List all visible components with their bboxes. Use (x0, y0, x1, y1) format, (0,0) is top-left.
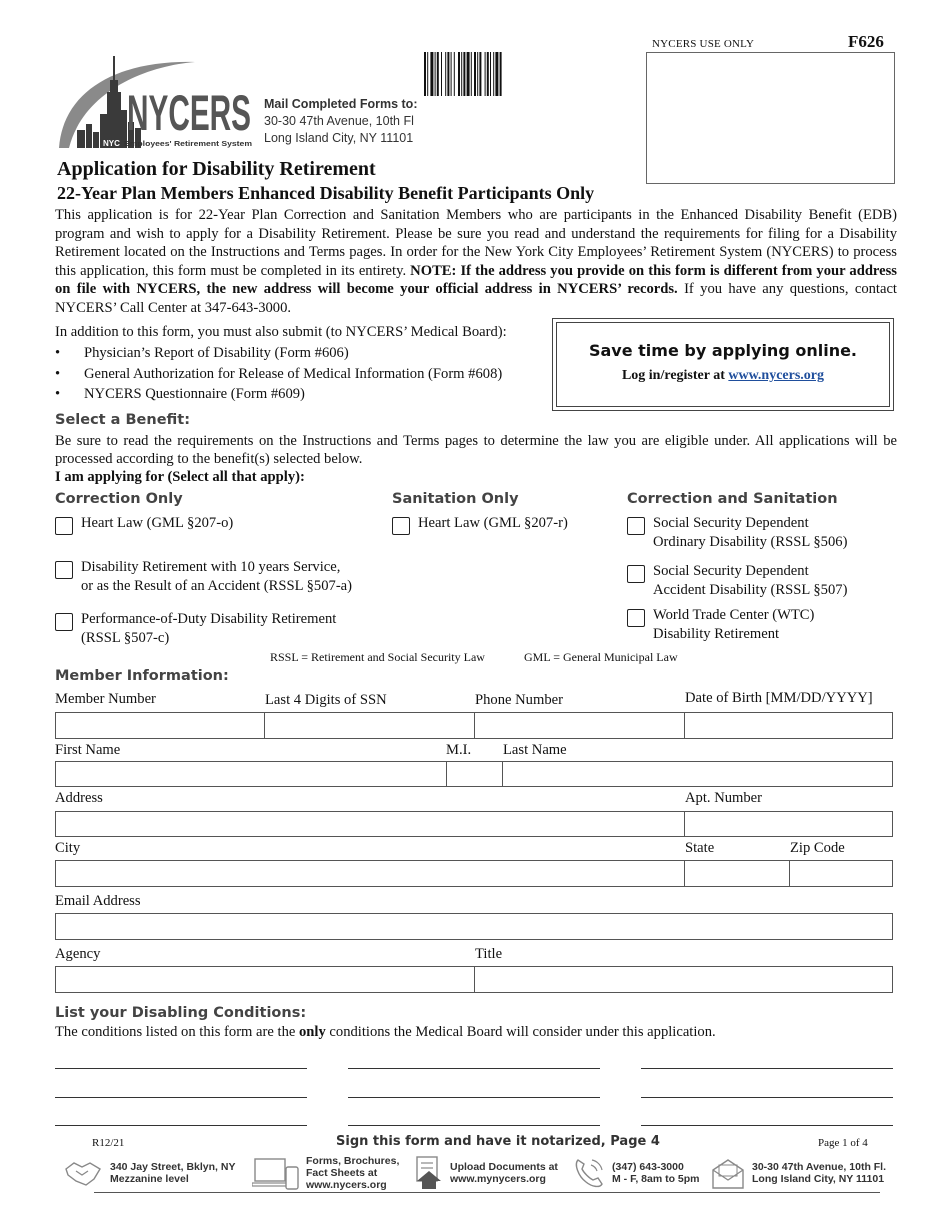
dob-input[interactable] (685, 713, 892, 738)
correction-only-heading: Correction Only (55, 491, 183, 507)
page-title: Application for Disability Retirement (57, 158, 376, 180)
condition-line[interactable] (55, 1125, 307, 1126)
rssl-note: RSSL = Retirement and Social Security Law (270, 650, 485, 664)
intro-text: This application is for 22-Year Plan Correction and Sanitation Members who are participants in the Enhanced Disability Benefit (EDB) program and wish to apply for a Disability Retirement. Please be sure you read and understand the requirements for filing for a Disability Retirement located on the Instructions and Terms pages. In order for the New York City Employees’ Retirement System (NYCERS) to process this application, this form must be completed in its entirety. (55, 207, 897, 279)
condition-line[interactable] (348, 1097, 600, 1098)
bullet: • (55, 386, 61, 402)
apply-online-prefix: Log in/register at (621, 368, 729, 383)
intro-tail: If you have any questions, contact NYCERS’ Call Center at 347-643-3000. (55, 281, 897, 316)
mail-line-1: 30-30 47th Avenue, 10th Fl (264, 114, 414, 128)
upload-icon (414, 1155, 444, 1191)
footer-item-upload: Upload Documents at www.mynycers.org (414, 1154, 558, 1192)
checkbox[interactable] (627, 517, 645, 535)
only-emphasis: only (299, 1024, 326, 1040)
member-information-heading: Member Information: (55, 668, 229, 684)
page-number: Page 1 of 4 (818, 1137, 868, 1149)
phone-input[interactable] (475, 713, 684, 738)
list-item-text: Physician’s Report of Disability (Form #606) (84, 345, 349, 361)
use-only-box (646, 52, 895, 184)
list-item (55, 345, 349, 362)
sanitation-only-heading: Sanitation Only (392, 491, 519, 507)
checkbox[interactable] (627, 565, 645, 583)
email-input[interactable] (55, 913, 893, 940)
footer-item-forms: Forms, Brochures, Fact Sheets at www.nycers.org (252, 1154, 399, 1192)
benefit-option-10-years-service[interactable] (55, 558, 352, 595)
option-label: Performance-of-Duty Disability Retirement (RSSL §507-c) (81, 611, 337, 646)
mail-label: Mail Completed Forms to: (264, 97, 418, 111)
checkbox[interactable] (627, 609, 645, 627)
last-name-label: Last Name (503, 742, 567, 758)
benefit-option-heart-law-207r[interactable] (392, 514, 568, 535)
footer-rule (94, 1192, 880, 1193)
correction-and-sanitation-heading: Correction and Sanitation (627, 491, 838, 507)
condition-line[interactable] (641, 1125, 893, 1126)
apt-number-input[interactable] (685, 812, 892, 836)
disabling-conditions-heading: List your Disabling Conditions: (55, 1005, 307, 1021)
applying-for-label: I am applying for (Select all that apply): (55, 469, 305, 485)
option-label: Heart Law (GML §207-r) (418, 515, 568, 531)
member-info-row-6 (55, 966, 893, 993)
member-info-row-1 (55, 712, 893, 739)
benefit-option-ss-ordinary-disability[interactable] (627, 514, 847, 551)
member-info-row-2 (55, 761, 893, 787)
option-label: Social Security Dependent Accident Disability (RSSL §507) (653, 563, 848, 598)
devices-icon (252, 1155, 300, 1191)
title-input[interactable] (475, 967, 892, 992)
submit-intro: In addition to this form, you must also submit (to NYCERS’ Medical Board): (55, 324, 507, 340)
use-only-label: NYCERS USE ONLY (652, 38, 755, 50)
footer-contact-bar (58, 1154, 894, 1192)
title-label: Title (475, 946, 503, 962)
option-label: Disability Retirement with 10 years Service, or as the Result of an Accident (RSSL §507-a) (81, 559, 353, 594)
list-item (55, 366, 502, 383)
first-name-input[interactable] (56, 762, 446, 786)
logo-wordmark: NYCERS (127, 85, 251, 141)
option-label: Social Security Dependent Ordinary Disability (RSSL §506) (653, 515, 848, 550)
intro-note: NOTE: If the address you provide on this form is different from your address on file with NYCERS, the new address will become your official address in NYCERS’ records. (55, 262, 897, 297)
benefit-option-heart-law-207o[interactable] (55, 514, 233, 535)
handshake-icon (64, 1157, 102, 1189)
option-label: Heart Law (GML §207-o) (81, 515, 234, 531)
address-input[interactable] (56, 812, 684, 836)
footer-item-mail: 30-30 47th Avenue, 10th Fl. Long Island City, NY 11101 (710, 1154, 886, 1192)
checkbox[interactable] (55, 613, 73, 631)
state-input[interactable] (685, 861, 789, 886)
mail-line-2: Long Island City, NY 11101 (264, 131, 414, 145)
condition-line[interactable] (55, 1097, 307, 1098)
barcode-icon (424, 52, 532, 96)
condition-line[interactable] (641, 1068, 893, 1069)
state-label: State (685, 840, 715, 856)
bullet: • (55, 345, 61, 361)
member-number-input[interactable] (56, 713, 264, 738)
email-label: Email Address (55, 893, 141, 909)
condition-line[interactable] (348, 1125, 600, 1126)
member-info-row-4 (55, 860, 893, 887)
city-input[interactable] (56, 861, 684, 886)
member-info-row-3 (55, 811, 893, 837)
checkbox[interactable] (55, 517, 73, 535)
gml-note: GML = General Municipal Law (524, 650, 678, 664)
nycers-website-link[interactable]: www.nycers.org (728, 368, 825, 383)
form-code: F626 (848, 32, 884, 51)
apply-online-subtitle (557, 368, 889, 384)
checkbox[interactable] (55, 561, 73, 579)
sign-notarize-note: Sign this form and have it notarized, Page 4 (336, 1134, 660, 1149)
mi-label: M.I. (446, 742, 472, 758)
checkbox[interactable] (392, 517, 410, 535)
disabling-conditions-description: The conditions listed on this form are the only conditions the Medical Board will consider under this application. (55, 1024, 716, 1040)
benefit-option-wtc-disability[interactable] (627, 606, 814, 643)
ssn-input[interactable] (265, 713, 474, 738)
footer-item-walk-in: 340 Jay Street, Bklyn, NY Mezzanine level (64, 1154, 235, 1192)
phone-label: Phone Number (475, 692, 563, 708)
apt-number-label: Apt. Number (685, 790, 763, 806)
zip-code-input[interactable] (790, 861, 892, 886)
phone-icon (572, 1156, 606, 1190)
last-name-input[interactable] (503, 762, 892, 786)
ssn-label: Last 4 Digits of SSN (265, 692, 387, 708)
condition-line[interactable] (641, 1097, 893, 1098)
logo-badge: NYC (103, 139, 120, 148)
city-label: City (55, 840, 81, 856)
address-label: Address (55, 790, 103, 806)
benefit-description: Be sure to read the requirements on the Instructions and Terms pages to determine the law you are eligible under. All applications will be processed according to the benefit(s) selected below. (55, 433, 897, 467)
benefit-option-performance-of-duty[interactable] (55, 610, 336, 647)
apply-online-title: Save time by applying online. (588, 341, 858, 360)
condition-line[interactable] (348, 1068, 600, 1069)
logo-tagline: Employees' Retirement System (124, 139, 253, 148)
list-item (55, 386, 305, 403)
mail-address-block (264, 96, 417, 147)
option-label: World Trade Center (WTC) Disability Retirement (653, 607, 815, 642)
intro-paragraph (55, 206, 897, 317)
page-subtitle: 22-Year Plan Members Enhanced Disability Benefit Participants Only (57, 183, 595, 203)
list-item-text: NYCERS Questionnaire (Form #609) (84, 386, 305, 402)
dob-label: Date of Birth [MM/DD/YYYY] (685, 690, 873, 706)
bullet: • (55, 366, 61, 382)
zip-code-label: Zip Code (790, 840, 845, 856)
agency-input[interactable] (56, 967, 474, 992)
list-item-text: General Authorization for Release of Medical Information (Form #608) (84, 366, 503, 382)
agency-label: Agency (55, 946, 101, 962)
footer-item-phone: (347) 643-3000 M - F, 8am to 5pm (572, 1154, 700, 1192)
member-number-label: Member Number (55, 691, 156, 707)
first-name-label: First Name (55, 742, 121, 758)
mi-input[interactable] (447, 762, 502, 786)
nycers-logo (55, 52, 255, 152)
select-benefit-heading: Select a Benefit: (55, 412, 191, 428)
mail-icon (710, 1156, 746, 1190)
benefit-option-ss-accident-disability[interactable] (627, 562, 847, 599)
apply-online-box (552, 318, 894, 411)
revision-code: R12/21 (92, 1137, 125, 1149)
condition-line[interactable] (55, 1068, 307, 1069)
